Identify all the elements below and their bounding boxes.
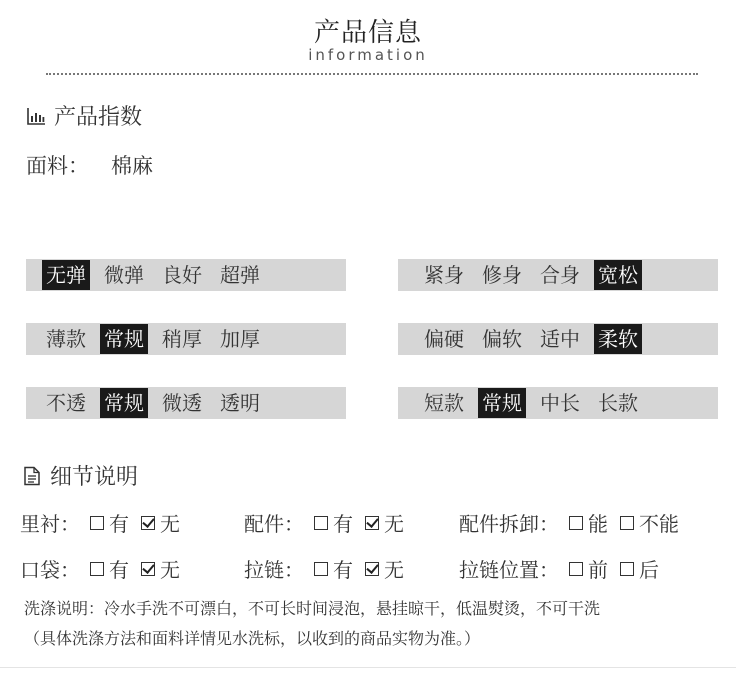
choice-label: 有 (109, 512, 129, 536)
option-selected: 常规 (478, 388, 526, 418)
choice-label: 有 (109, 558, 129, 582)
checkbox-checked[interactable] (365, 562, 379, 576)
option-selected: 常规 (100, 388, 148, 418)
option-selected: 柔软 (594, 324, 642, 354)
option: 透明 (220, 391, 260, 415)
index-heading (26, 100, 142, 131)
detail-label: 里衬： (20, 512, 80, 536)
option: 不透 (46, 391, 86, 415)
detail-label: 拉链： (244, 558, 304, 582)
index-heading-text: 产品指数 (54, 105, 143, 130)
dotted-divider (46, 73, 698, 75)
elasticity-bar (26, 259, 346, 291)
page-subtitle: information (308, 46, 428, 64)
choice-label: 前 (588, 558, 608, 582)
choice-label: 不能 (639, 512, 679, 536)
fabric-value: 棉麻 (111, 154, 153, 178)
option: 紧身 (424, 263, 464, 287)
fabric-label: 面料： (26, 154, 89, 178)
fit-bar (398, 259, 718, 291)
detail-label: 口袋： (20, 558, 80, 582)
choice-label: 无 (160, 558, 180, 582)
option-selected: 宽松 (594, 260, 642, 290)
length-bar (398, 387, 718, 419)
wash-note: （具体洗涤方法和面料详情见水洗标，以收到的商品实物为准。） (24, 629, 481, 648)
option: 合身 (540, 263, 580, 287)
option: 微弹 (104, 263, 144, 287)
transparency-bar (26, 387, 346, 419)
choice-label: 无 (160, 512, 180, 536)
checkbox[interactable] (569, 562, 583, 576)
choice-label: 有 (333, 558, 353, 582)
wash-instructions: 洗涤说明：冷水手洗不可漂白，不可长时间浸泡，悬挂晾干，低温熨烫，不可干洗 (24, 599, 601, 618)
choice-label: 无 (384, 558, 404, 582)
option-selected: 常规 (100, 324, 148, 354)
details-heading (22, 460, 138, 491)
checkbox-checked[interactable] (141, 516, 155, 530)
option: 偏软 (482, 327, 522, 351)
detail-label: 拉链位置： (459, 558, 559, 582)
checkbox[interactable] (620, 562, 634, 576)
option: 长款 (598, 391, 638, 415)
detail-zipper-position (459, 554, 667, 583)
option: 修身 (482, 263, 522, 287)
checkbox[interactable] (314, 562, 328, 576)
checkbox-checked[interactable] (141, 562, 155, 576)
detail-pocket (20, 554, 188, 583)
option: 薄款 (46, 327, 86, 351)
option: 适中 (540, 327, 580, 351)
document-icon (22, 466, 42, 486)
choice-label: 后 (639, 558, 659, 582)
page-title: 产品信息 (313, 18, 422, 48)
option-selected: 无弹 (42, 260, 90, 290)
detail-zipper (244, 554, 412, 583)
detail-lining (20, 508, 188, 537)
checkbox[interactable] (90, 562, 104, 576)
fabric-info (26, 150, 153, 180)
bottom-divider (0, 667, 736, 668)
softness-bar (398, 323, 718, 355)
details-heading-text: 细节说明 (50, 465, 139, 490)
choice-label: 能 (588, 512, 608, 536)
checkbox[interactable] (620, 516, 634, 530)
option: 短款 (424, 391, 464, 415)
detail-accessory-removal (459, 508, 687, 537)
option: 稍厚 (162, 327, 202, 351)
choice-label: 无 (384, 512, 404, 536)
bar-chart-icon (26, 106, 46, 126)
checkbox[interactable] (90, 516, 104, 530)
checkbox[interactable] (314, 516, 328, 530)
option: 加厚 (220, 327, 260, 351)
detail-accessories (244, 508, 412, 537)
choice-label: 有 (333, 512, 353, 536)
option: 良好 (162, 263, 202, 287)
detail-label: 配件： (244, 512, 304, 536)
option: 偏硬 (424, 327, 464, 351)
detail-label: 配件拆卸： (459, 512, 559, 536)
checkbox[interactable] (569, 516, 583, 530)
checkbox-checked[interactable] (365, 516, 379, 530)
thickness-bar (26, 323, 346, 355)
option: 中长 (540, 391, 580, 415)
option: 超弹 (220, 263, 260, 287)
option: 微透 (162, 391, 202, 415)
